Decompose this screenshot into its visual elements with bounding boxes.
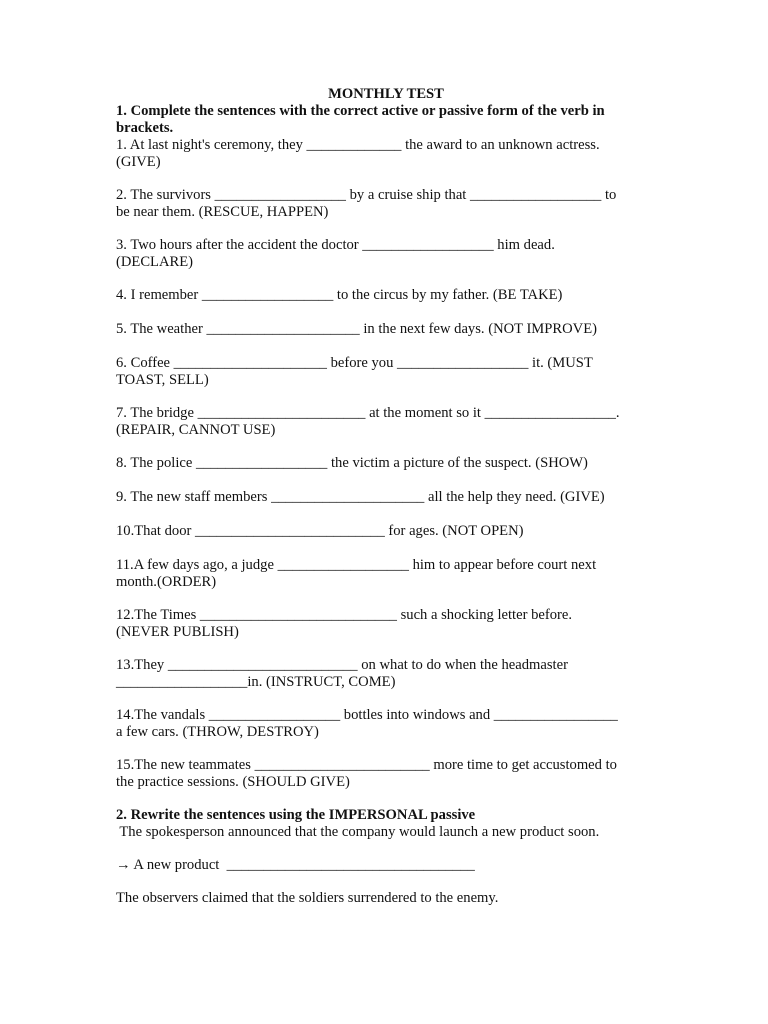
section-1 [116, 103, 656, 791]
question-9 [116, 489, 656, 506]
question-line: 15.The new teammates ________________________ more time to get accustomed to [116, 757, 617, 773]
arrow-icon: → [116, 857, 131, 873]
question-3 [116, 237, 656, 271]
question-1 [116, 137, 656, 171]
question-line: (GIVE) [116, 154, 161, 170]
question-14 [116, 707, 656, 741]
question-7 [116, 405, 656, 439]
question-4 [116, 287, 656, 304]
instruction-line: brackets. [116, 120, 174, 136]
question-10 [116, 523, 656, 540]
answer-row [116, 857, 656, 874]
question-2 [116, 187, 656, 221]
question-line: 9. The new staff members _____________________ all the help they need. (GIVE) [116, 489, 605, 505]
instruction-line: 1. Complete the sentences with the correct active or passive form of the verb in [116, 103, 605, 119]
section-2 [116, 807, 656, 907]
question-line: a few cars. (THROW, DESTROY) [116, 724, 319, 740]
question-line: 4. I remember __________________ to the circus by my father. (BE TAKE) [116, 287, 563, 303]
question-line: 3. Two hours after the accident the doctor __________________ him dead. [116, 237, 555, 253]
answer-prompt: A new product __________________________________ [130, 857, 475, 873]
question-6 [116, 355, 656, 389]
question-line: month.(ORDER) [116, 574, 217, 590]
question-line: 2. The survivors __________________ by a cruise ship that __________________ to [116, 187, 617, 203]
question-line: 8. The police __________________ the victim a picture of the suspect. (SHOW) [116, 455, 588, 471]
question-11 [116, 557, 656, 591]
question-line: 5. The weather _____________________ in the next few days. (NOT IMPROVE) [116, 321, 597, 337]
question-line: TOAST, SELL) [116, 372, 209, 388]
example-sentence: The spokesperson announced that the company would launch a new product soon. [116, 824, 600, 840]
question-12 [116, 607, 656, 641]
question-line: 1. At last night's ceremony, they _____________ the award to an unknown actress. [116, 137, 600, 153]
question-line: __________________in. (INSTRUCT, COME) [116, 674, 396, 690]
question-line: be near them. (RESCUE, HAPPEN) [116, 204, 329, 220]
question-line: 14.The vandals __________________ bottles into windows and _________________ [116, 707, 618, 723]
question-line: 11.A few days ago, a judge __________________ him to appear before court next [116, 557, 597, 573]
question-13 [116, 657, 656, 691]
question-line: (DECLARE) [116, 254, 194, 270]
page-title: MONTHLY TEST [328, 86, 444, 102]
question-line: 7. The bridge _______________________ at the moment so it __________________. [116, 405, 620, 421]
question-line: 10.That door __________________________ for ages. (NOT OPEN) [116, 523, 524, 539]
next-sentence: The observers claimed that the soldiers surrendered to the enemy. [116, 890, 499, 906]
question-line: (REPAIR, CANNOT USE) [116, 422, 276, 438]
section-1-instruction [116, 103, 656, 137]
question-line: 6. Coffee _____________________ before you __________________ it. (MUST [116, 355, 593, 371]
question-line: 13.They __________________________ on what to do when the headmaster [116, 657, 568, 673]
question-line: (NEVER PUBLISH) [116, 624, 239, 640]
question-line: 12.The Times ___________________________ such a shocking letter before. [116, 607, 573, 623]
section-2-instruction: 2. Rewrite the sentences using the IMPERSONAL passive [116, 807, 476, 823]
worksheet-page [116, 86, 656, 907]
question-8 [116, 455, 656, 472]
question-line: the practice sessions. (SHOULD GIVE) [116, 774, 350, 790]
question-5 [116, 321, 656, 338]
question-15 [116, 757, 656, 791]
